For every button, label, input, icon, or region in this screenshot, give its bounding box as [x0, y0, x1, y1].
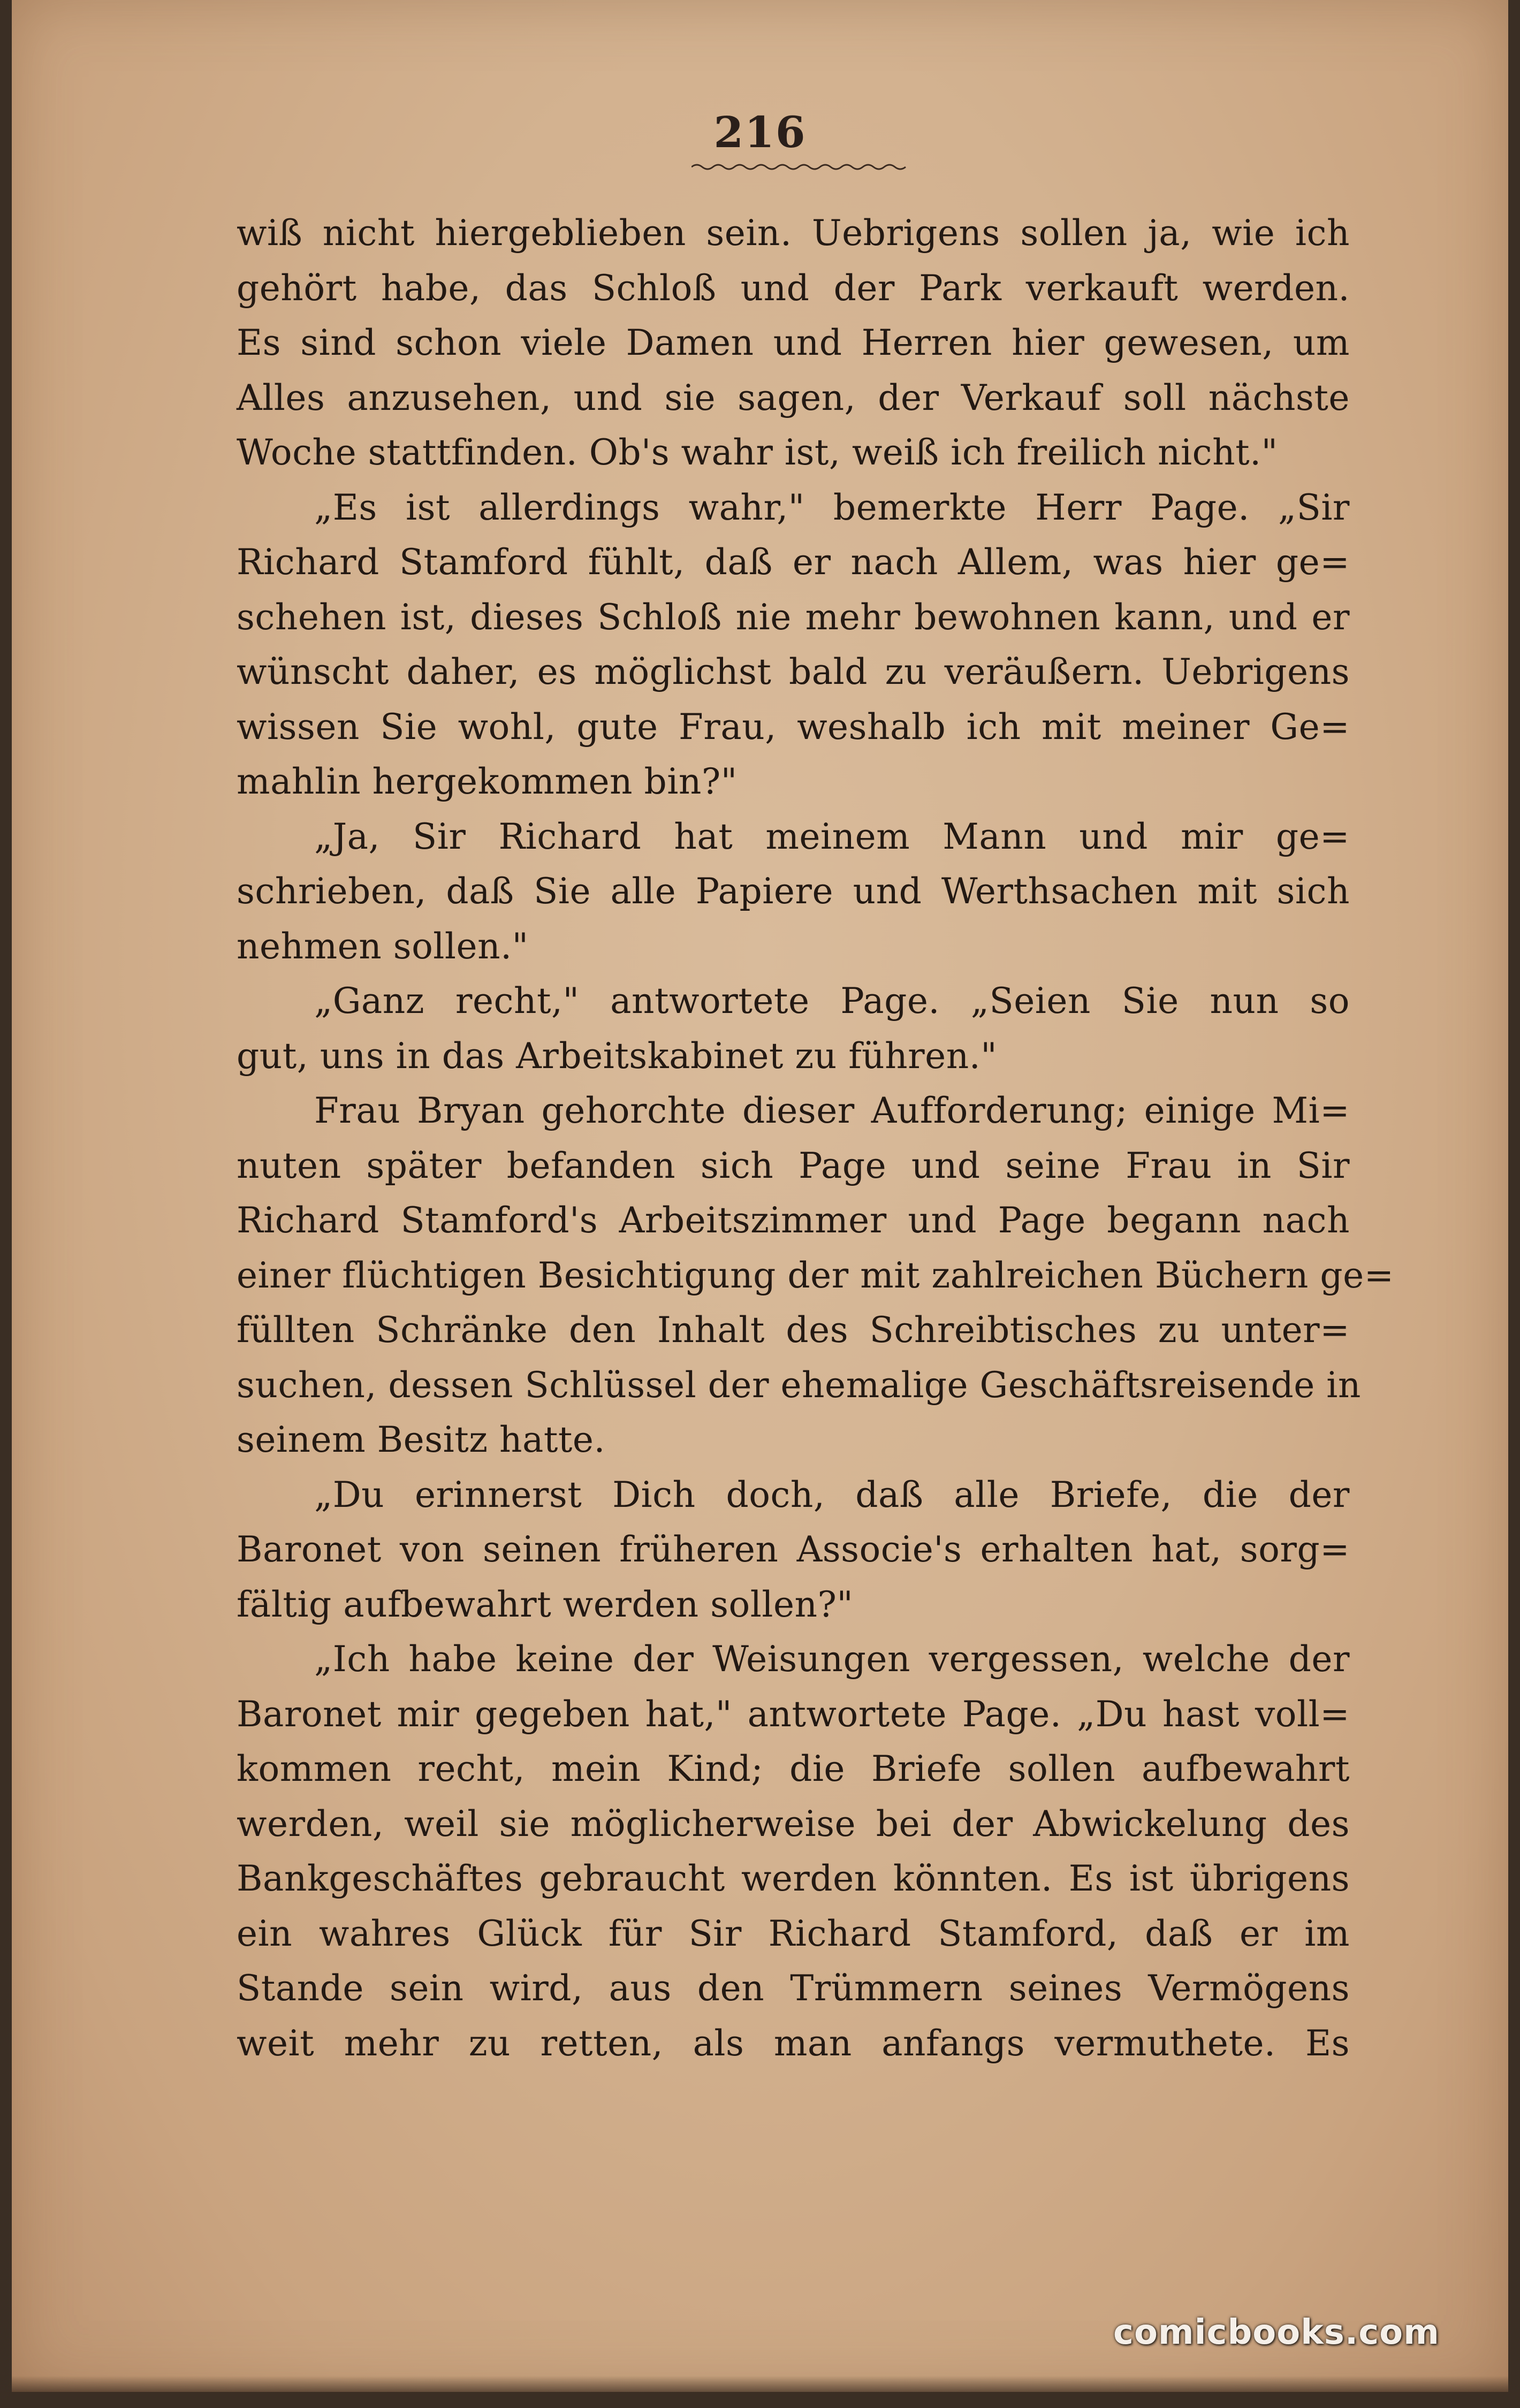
text-line: nuten später befanden sich Page und seine Frau in Sir	[237, 1145, 1350, 1186]
text-line: fältig aufbewahrt werden sollen?"	[237, 1583, 854, 1625]
text-line: seinem Besitz hatte.	[237, 1419, 605, 1460]
page-number: 216	[713, 107, 807, 157]
text-line: füllten Schränke den Inhalt des Schreibtisches zu unter=	[237, 1309, 1350, 1351]
text-line: „Du erinnerst Dich doch, daß alle Briefe, die der	[314, 1474, 1350, 1515]
text-line: Richard Stamford fühlt, daß er nach Allem, was hier ge=	[237, 542, 1350, 583]
text-line: einer flüchtigen Besichtigung der mit zahlreichen Büchern ge=	[237, 1254, 1394, 1296]
text-line: Bankgeschäftes gebraucht werden könnten. Es ist übrigens	[237, 1858, 1350, 1899]
text-line: „Ganz recht," antwortete Page. „Seien Sie nun so	[314, 980, 1350, 1022]
text-line: „Ich habe keine der Weisungen vergessen, welche der	[314, 1639, 1350, 1680]
text-line: Alles anzusehen, und sie sagen, der Verkauf soll nächste	[237, 377, 1350, 418]
body-text	[237, 206, 1394, 2071]
text-line: Richard Stamford's Arbeitszimmer und Page begann nach	[237, 1200, 1350, 1241]
text-line: „Ja, Sir Richard hat meinem Mann und mir ge=	[314, 816, 1350, 857]
site-watermark: comicbooks.com	[1113, 2313, 1440, 2352]
text-line: Baronet mir gegeben hat," antwortete Page. „Du hast voll=	[237, 1693, 1350, 1735]
book-page	[12, 0, 1508, 2392]
text-line: wiß nicht hiergeblieben sein. Uebrigens sollen ja, wie ich	[237, 212, 1350, 254]
text-line: gehört habe, das Schloß und der Park verkauft werden.	[237, 267, 1350, 309]
text-line: Stande sein wird, aus den Trümmern seines Vermögens	[237, 1968, 1350, 2009]
text-line: ein wahres Glück für Sir Richard Stamford, daß er im	[237, 1912, 1350, 1954]
text-line: schrieben, daß Sie alle Papiere und Werthsachen mit sich	[237, 871, 1350, 912]
text-line: werden, weil sie möglicherweise bei der Abwickelung des	[237, 1803, 1350, 1845]
text-line: schehen ist, dieses Schloß nie mehr bewohnen kann, und er	[237, 596, 1350, 638]
text-line: „Es ist allerdings wahr," bemerkte Herr Page. „Sir	[314, 486, 1350, 528]
text-line: suchen, dessen Schlüssel der ehemalige Geschäftsreisende in	[237, 1364, 1361, 1406]
text-line: nehmen sollen."	[237, 925, 529, 967]
text-line: kommen recht, mein Kind; die Briefe sollen aufbewahrt	[237, 1748, 1350, 1789]
text-line: weit mehr zu retten, als man anfangs vermuthete. Es	[237, 2022, 1350, 2064]
header-ornament	[691, 161, 911, 171]
page-edge-shadow	[12, 2376, 1508, 2392]
text-line: wünscht daher, es möglichst bald zu veräußern. Uebrigens	[237, 651, 1350, 692]
text-line: Frau Bryan gehorchte dieser Aufforderung; einige Mi=	[314, 1090, 1350, 1131]
text-line: Baronet von seinen früheren Associe's erhalten hat, sorg=	[237, 1529, 1350, 1570]
text-line: Woche stattfinden. Ob's wahr ist, weiß ich freilich nicht."	[237, 432, 1278, 473]
text-line: Es sind schon viele Damen und Herren hier gewesen, um	[237, 322, 1350, 363]
text-line: wissen Sie wohl, gute Frau, weshalb ich mit meiner Ge=	[237, 706, 1350, 748]
text-line: gut, uns in das Arbeitskabinet zu führen."	[237, 1035, 998, 1077]
text-line: mahlin hergekommen bin?"	[237, 761, 738, 802]
